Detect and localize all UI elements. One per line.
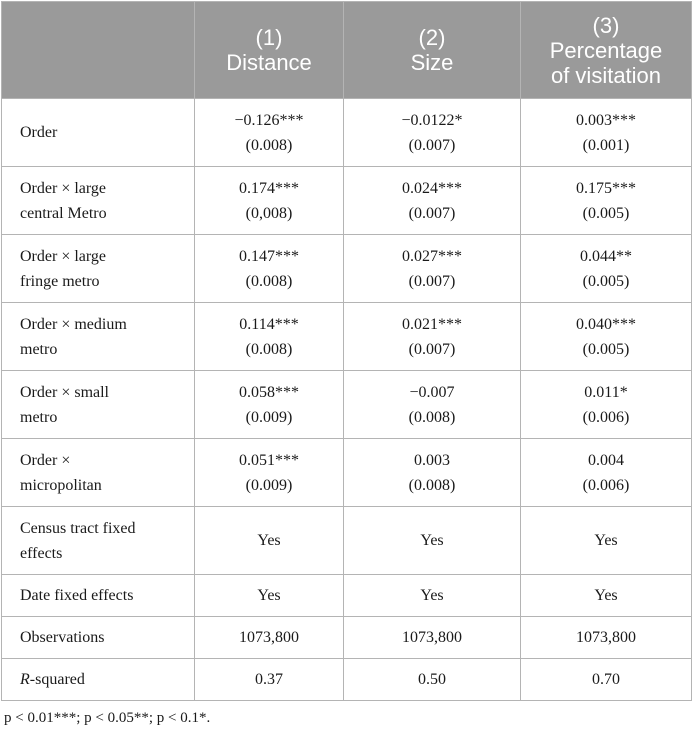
cell-value: Yes [257, 587, 281, 604]
regression-table [1, 1, 692, 701]
coefficient: 0.003 [414, 451, 450, 469]
table-row-order-micropolitan [2, 439, 692, 507]
row-label-line: Order × medium [20, 315, 127, 333]
table-cell [195, 439, 344, 507]
row-label [2, 303, 195, 371]
standard-error: (0.009) [245, 476, 293, 494]
row-label-line: Order × large [20, 247, 107, 265]
row-label-line: micropolitan [20, 476, 102, 494]
table-cell [521, 659, 692, 701]
cell-value: Yes [257, 532, 281, 549]
row-label [2, 507, 195, 575]
header-col-3 [521, 2, 692, 99]
standard-error: (0.007) [408, 136, 456, 154]
table-cell [195, 167, 344, 235]
standard-error: (0.007) [408, 340, 456, 358]
table-row-order-small-metro [2, 371, 692, 439]
standard-error: (0.006) [582, 476, 630, 494]
coefficient: 0.004 [588, 451, 624, 469]
table-row-order [2, 99, 692, 167]
col-1-title: Distance [226, 50, 312, 75]
standard-error: (0.008) [245, 272, 293, 290]
standard-error: (0,008) [245, 204, 293, 222]
table-row-order-medium-metro [2, 303, 692, 371]
row-label-line: metro [20, 340, 58, 358]
standard-error: (0.008) [408, 408, 456, 426]
row-label-line: central Metro [20, 204, 107, 222]
table-row-observations [2, 617, 692, 659]
col-3-title-line-1: Percentage [549, 37, 663, 63]
table-cell [344, 303, 521, 371]
row-label-line: Order [20, 124, 58, 141]
col-3-title-line-2: of visitation [550, 62, 662, 88]
header-row [2, 2, 692, 99]
standard-error: (0.007) [408, 272, 456, 290]
header-col-2 [344, 2, 521, 99]
row-label-line: fringe metro [20, 272, 100, 290]
table-cell [521, 167, 692, 235]
coefficient: 0.175*** [576, 179, 636, 197]
table-cell [521, 235, 692, 303]
coefficient: 0.044** [580, 247, 632, 265]
row-label [2, 617, 195, 659]
cell-value: 0.70 [592, 671, 620, 688]
row-label [2, 575, 195, 617]
coefficient: 0.024*** [402, 179, 462, 197]
table-cell [521, 303, 692, 371]
coefficient: −0.007 [409, 383, 455, 401]
table-cell [521, 617, 692, 659]
table-cell [344, 235, 521, 303]
cell-value: Yes [420, 587, 444, 604]
row-label [2, 167, 195, 235]
coefficient: 0.003*** [576, 111, 636, 129]
coefficient: 0.027*** [402, 247, 462, 265]
row-label-line: Observations [20, 629, 105, 646]
coefficient: 0.051*** [239, 451, 299, 469]
table-cell [195, 575, 344, 617]
standard-error: (0.005) [582, 204, 630, 222]
row-label-line: Order × small [20, 383, 109, 401]
table-cell [521, 507, 692, 575]
row-label-line: Date fixed effects [20, 587, 134, 604]
table-cell [344, 439, 521, 507]
table-footnote: p < 0.01***; p < 0.05**; p < 0.1*. [4, 710, 211, 726]
table-row-order-large-fringe-metro [2, 235, 692, 303]
table-row-order-large-central-metro [2, 167, 692, 235]
table-cell [195, 507, 344, 575]
table-cell [344, 507, 521, 575]
table-cell [195, 235, 344, 303]
coefficient: 0.174*** [239, 179, 299, 197]
cell-value: 0.50 [418, 671, 446, 688]
header-col-1 [195, 2, 344, 99]
standard-error: (0.008) [245, 136, 293, 154]
table-cell [344, 659, 521, 701]
table-cell [344, 575, 521, 617]
cell-value: 1073,800 [239, 629, 299, 646]
r-symbol: R [20, 671, 30, 688]
row-label-line: Order × large [20, 179, 107, 197]
coefficient: 0.021*** [402, 315, 462, 333]
row-label-line: Census tract fixed [20, 519, 136, 537]
coefficient: −0.0122* [401, 111, 463, 129]
row-label [2, 371, 195, 439]
coefficient: 0.040*** [576, 315, 636, 333]
cell-value: Yes [594, 532, 618, 549]
row-label-line: effects [20, 544, 63, 562]
table-cell [521, 439, 692, 507]
table-cell [521, 575, 692, 617]
table-cell [195, 303, 344, 371]
table-cell [344, 371, 521, 439]
row-label [2, 99, 195, 167]
row-label [2, 235, 195, 303]
table-cell [195, 99, 344, 167]
standard-error: (0.006) [582, 408, 630, 426]
table-row-date-fixed-effects [2, 575, 692, 617]
standard-error: (0.001) [582, 136, 630, 154]
standard-error: (0.008) [408, 476, 456, 494]
standard-error: (0.005) [582, 340, 630, 358]
table-cell [195, 617, 344, 659]
table-cell [521, 99, 692, 167]
standard-error: (0.008) [245, 340, 293, 358]
cell-value: Yes [420, 532, 444, 549]
col-3-number: (3) [592, 12, 620, 38]
cell-value: 1073,800 [402, 629, 462, 646]
table-cell [521, 371, 692, 439]
row-label-line: metro [20, 408, 58, 426]
col-2-title: Size [410, 50, 454, 75]
header-blank-cell [2, 2, 195, 99]
cell-value: Yes [594, 587, 618, 604]
coefficient: 0.147*** [239, 247, 299, 265]
row-label [2, 659, 195, 701]
col-2-number: (2) [418, 25, 446, 50]
table-row-r-squared [2, 659, 692, 701]
standard-error: (0.005) [582, 272, 630, 290]
table-row-census-tract-fixed-effects [2, 507, 692, 575]
table-cell [344, 99, 521, 167]
cell-value: 0.37 [255, 671, 283, 688]
r-squared-suffix: -squared [29, 671, 85, 688]
table-cell [195, 371, 344, 439]
coefficient: 0.058*** [239, 383, 299, 401]
table-cell [344, 167, 521, 235]
col-1-number: (1) [255, 25, 283, 50]
coefficient: −0.126*** [234, 111, 304, 129]
row-label-line [20, 667, 194, 692]
coefficient: 0.114*** [239, 315, 299, 333]
standard-error: (0.009) [245, 408, 293, 426]
row-label-line: Order × [20, 451, 71, 469]
table-cell [195, 659, 344, 701]
standard-error: (0.007) [408, 204, 456, 222]
table-cell [344, 617, 521, 659]
row-label [2, 439, 195, 507]
cell-value: 1073,800 [576, 629, 636, 646]
coefficient: 0.011* [584, 383, 628, 401]
